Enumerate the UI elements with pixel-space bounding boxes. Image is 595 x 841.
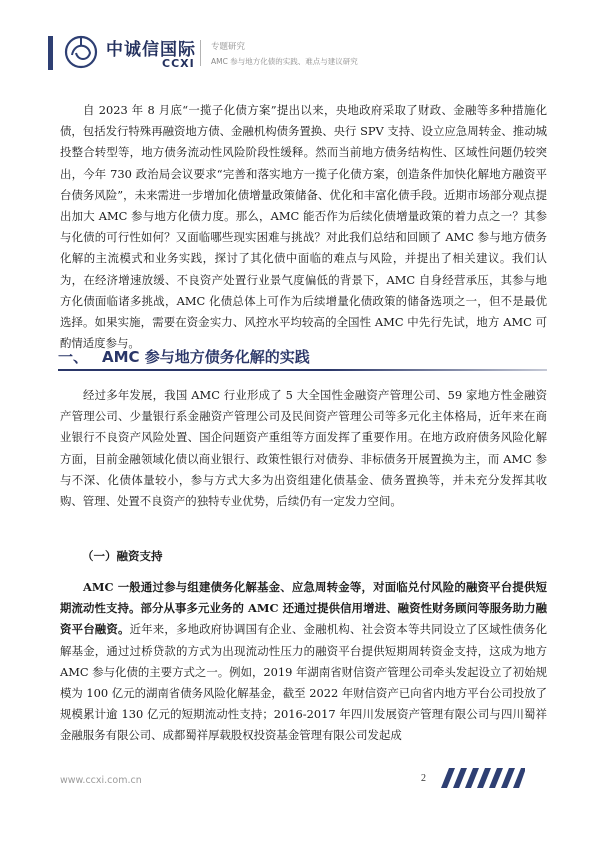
header-divider (200, 40, 201, 66)
section-title: AMC 参与地方债务化解的实践 (102, 348, 310, 366)
section-heading-rule (58, 369, 547, 371)
page-header (0, 0, 595, 80)
footer-website: www.ccxi.com.cn (60, 775, 142, 786)
report-title: AMC 参与地方化债的实践、难点与建议研究 (211, 57, 358, 66)
logo-english-name: CCXI (162, 57, 195, 70)
section-number: 一、 (58, 348, 89, 366)
section-heading (58, 346, 310, 367)
section-paragraph: 经过多年发展，我国 AMC 行业形成了 5 大全国性金融资产管理公司、59 家地方性金融资产管理公司、少量银行系金融资产管理公司及民间资产管理公司等多元化主体格局，近年来在商业银行不良资产风险处置、国企问题资产重组等方面发挥了重要作用。在地方政府债务风险化解方面，目前金融领域化债以商业银行、政策性银行对债券、非标债务开展置换为主，而 AMC 参与不深、化债体量较小，参与方式大多为出资组建化债基金、债务置换等，并未充分发挥其收购、管理、处置不良资产的独特专业优势，后续仍有一定发力空间。 (60, 388, 547, 509)
logo-chinese-name: 中诚信国际 (106, 40, 196, 60)
subsection-body: 近年来，多地政府协调国有企业、金融机构、社会资本等共同设立了区域性债务化解基金，通过过桥贷款的方式为出现流动性压力的融资平台提供短期周转资金支持，这成为地方 AMC 参与化债的主要方式之一。例如，2019 年湖南省财信资产管理公司牵头发起设立了初始规模为 100 亿元的湖南省债务风险化解基金，截至 2022 年财信资产已向省内地方平台公司投放了规模累计逾 130 亿元的短期流动性支持；2016-2017 年四川发展资产管理有限公司与四川蜀祥金融服务有限公司、成都蜀祥厚载股权投资基金管理有限公司发起成 (60, 622, 547, 743)
subsection-heading: （一）融资支持 (82, 549, 163, 563)
header-accent-bar (48, 36, 53, 70)
report-category: 专题研究 (211, 42, 246, 52)
footer-stripes-decoration (437, 768, 525, 788)
subsection-paragraph (60, 577, 547, 747)
ccxi-logo-icon (60, 33, 102, 71)
subsection-bold-lead: AMC 一般通过参与组建债务化解基金、应急周转金等，对面临兑付风险的融资平台提供短期流动性支持。部分从事多元业务的 AMC 还通过提供信用增进、融资性财务顾问等服务助力融资平台融资。 (60, 580, 547, 637)
page-number: 2 (421, 773, 426, 784)
intro-paragraph: 自 2023 年 8 月底“一揽子化债方案”提出以来，央地政府采取了财政、金融等多种措施化债，包括发行特殊再融资地方债、金融机构债务置换、央行 SPV 支持、设立应急周转金、推动城投整合转型等，地方债务流动性风险阶段性缓释。然而当前地方债务结构性、区域性问题仍较突出，今年 730 政治局会议要求“完善和落实地方一揽子化债方案，创造条件加快化解地方融资平台债务风险”，未来需进一步增加化债增量政策储备、优化和丰富化债手段。近期市场部分观点提出加大 AMC 参与地方化债力度。那么，AMC 能否作为后续化债增量政策的着力点之一？其参与化债的可行性如何？又面临哪些现实困难与挑战？对此我们总结和回顾了 AMC 参与地方债务化解的主流模式和业务实践，探讨了其化债中面临的难点与风险，并提出了相关建议。我们认为，在经济增速放缓、不良资产处置行业景气度偏低的背景下，AMC 自身经营承压，其参与地方化债面临诸多挑战，AMC 化债总体上可作为后续增量化债政策的储备选项之一，但不是最优选择。如果实施，需要在资金实力、风控水平均较高的全国性 AMC 中先行先试，地方 AMC 可酌情适度参与。 (60, 103, 547, 351)
